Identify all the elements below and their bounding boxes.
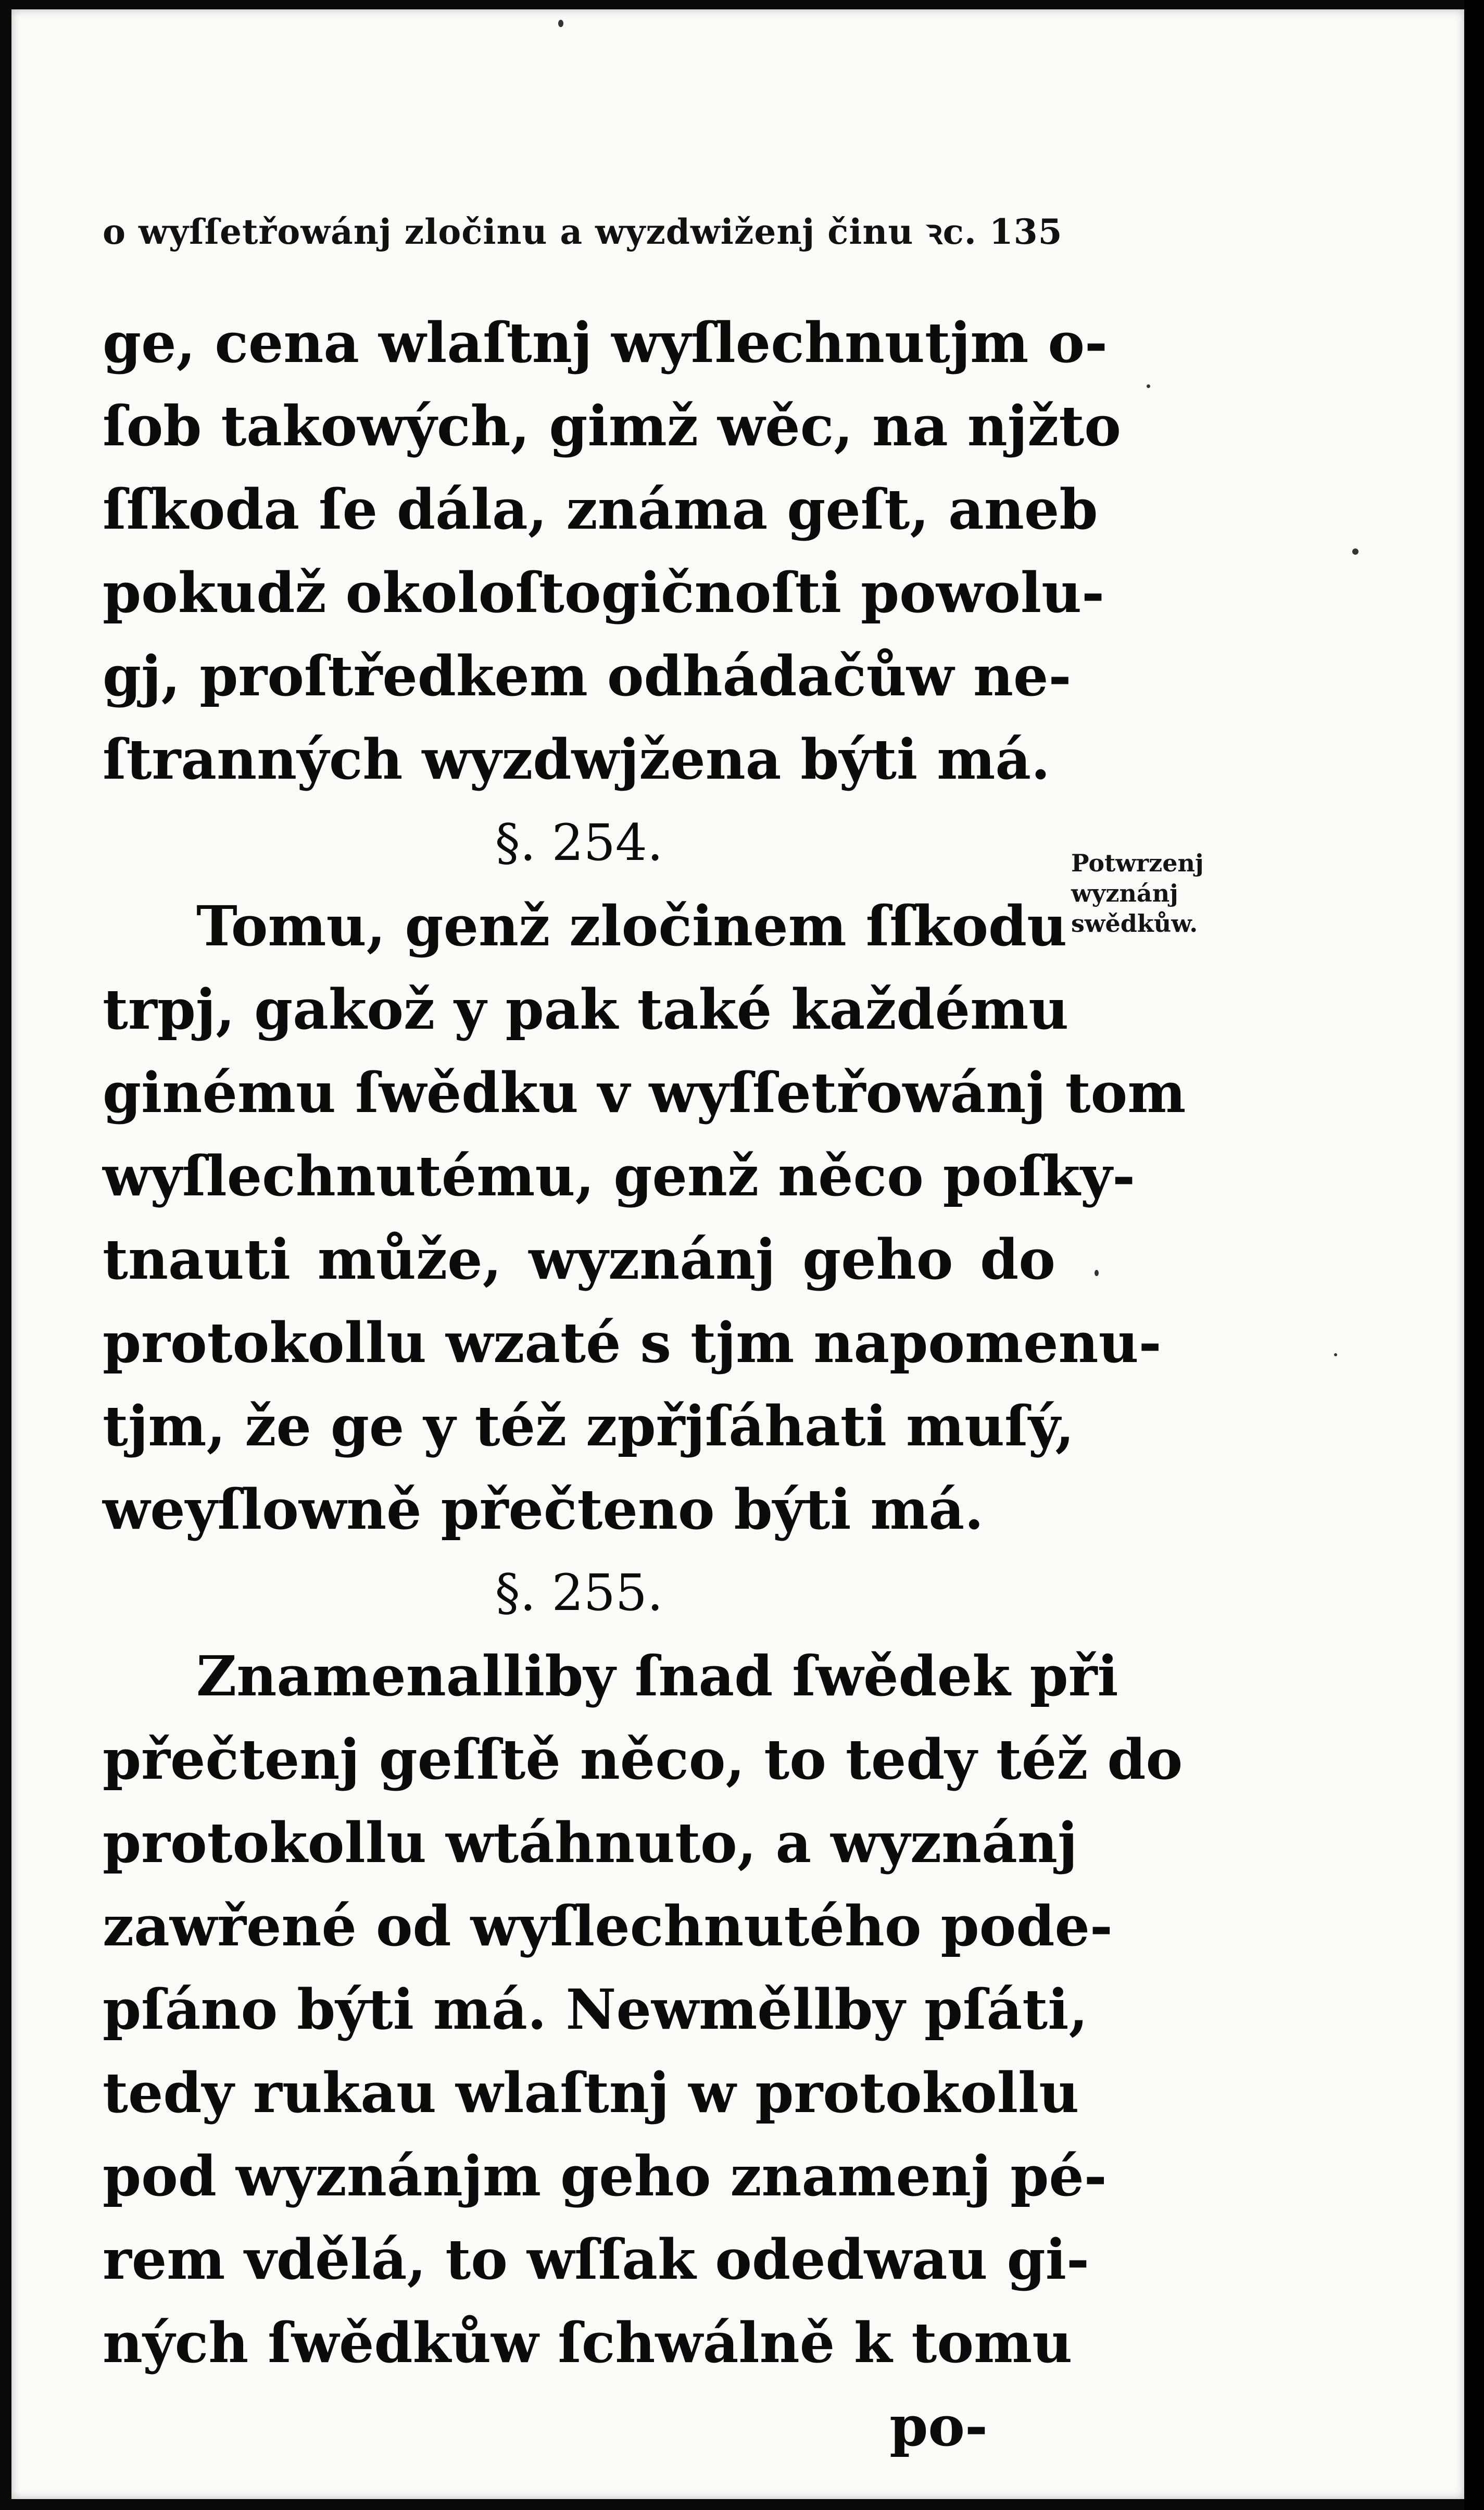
section-heading-254: §. 254. (495, 814, 663, 872)
text-line: ſtranných wyzdwjžena býti má. (103, 727, 1050, 792)
text-line: přečtenj geſſtě něco, to tedy též do (103, 1727, 1183, 1792)
catchword: po- (889, 2393, 988, 2458)
text-line: ných ſwědkůw ſchwálně k tomu (103, 2310, 1073, 2375)
text-line: tedy rukau wlaſtnj w protokollu (103, 2060, 1079, 2125)
page-edge-shadow (1464, 0, 1484, 2510)
text-line: protokollu wtáhnuto, a wyznánj (103, 1810, 1078, 1875)
text-line: pod wyznánjm geho znamenj pé- (103, 2143, 1107, 2208)
text-line: tjm, že ge y též zpřjſáhati muſý, (103, 1393, 1075, 1458)
text-line: trpj, gakož y pak také každému (103, 977, 1069, 1042)
marginal-note-line: wyznánj (1071, 879, 1178, 907)
book-page (11, 9, 1464, 2499)
paper-speck (1147, 384, 1150, 388)
paper-speck (558, 20, 563, 27)
marginal-note-line: swědkůw. (1071, 909, 1198, 938)
running-head: o wyſſetřowánj zločinu a wyzdwiženj činu ꝛc. 135 (103, 211, 1063, 252)
text-line: pſáno býti má. Newměllby pſáti, (103, 1977, 1088, 2042)
text-line: rem vdělá, to wſſak odedwau gi- (103, 2227, 1089, 2292)
marginal-note-line: Potwrzenj (1071, 849, 1204, 877)
paper-speck (1334, 1353, 1337, 1356)
text-line: ginému ſwědku v wyſſetřowánj tom (103, 1060, 1186, 1125)
text-line: Tomu, genž zločinem ſſkodu (196, 893, 1067, 958)
text-line: weyſlowně přečteno býti má. (103, 1477, 984, 1542)
text-line: gj, proſtředkem odhádačůw ne- (103, 643, 1072, 708)
paper-speck (1352, 548, 1359, 555)
text-line: ge, cena wlaſtnj wyſlechnutjm o- (103, 310, 1108, 375)
text-line: Znamenalliby ſnad ſwědek při (196, 1643, 1118, 1708)
text-line: pokudž okoloſtogičnoſti powolu- (103, 560, 1105, 625)
text-line: protokollu wzaté s tjm napomenu- (103, 1310, 1162, 1375)
text-line: tnauti může, wyznánj geho do (103, 1227, 1055, 1292)
text-line: wyſlechnutému, genž něco poſky- (103, 1143, 1136, 1208)
text-line: zawřené od wyſlechnutého pode- (103, 1893, 1113, 1958)
section-heading-255: §. 255. (495, 1564, 663, 1622)
marginal-note (1071, 848, 1269, 939)
paper-speck (1095, 1270, 1099, 1276)
text-line: ſob takowých, gimž wěc, na njžto (103, 393, 1121, 458)
text-line: ſſkoda ſe dála, známa geſt, aneb (103, 477, 1098, 542)
